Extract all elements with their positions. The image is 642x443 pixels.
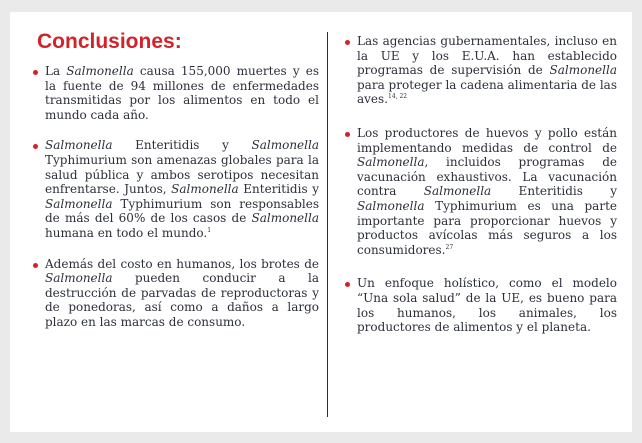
right-bullet-list [345,34,617,335]
left-column [33,64,319,346]
bullet-dot-icon [33,263,38,268]
bullet-text: Las agencias gubernamentales, incluso en la UE y los E.U.A. han establecido programas de supervisión de Salmonella para proteger la cadena alimentaria de las aves.$^{14, 22}$ [357,34,617,107]
column-divider [327,32,328,417]
left-bullet-list [33,64,319,330]
bullet-item [33,257,319,330]
bullet-text: Los productores de huevos y pollo están implementando medidas de control de Salmonella, incluidos programas de vacunación exhaustivos. La vacunación contra Salmonella Enteritidis y Salmonella Typhimurium es una parte importante para proporcionar huevos y productos avícolas más seguros a los consumidores.$^{27}$ [357,125,618,257]
conclusions-card [10,12,632,432]
bullet-item [33,64,319,122]
bullet-text: Además del costo en humanos, los brotes de Salmonella pueden conducir a la destrucción de parvadas de reproductoras y de ponedoras, así como a daños a largo plazo en las marcas de consumo. [45,256,319,329]
bullet-text: Un enfoque holístico, como el modelo “Una sola salud” de la UE, es bueno para los humanos, los animales, los productores de alimentos y el planeta. [357,276,617,335]
bullet-item [33,138,319,240]
section-title: Conclusiones: [37,30,182,53]
bullet-item [345,126,617,257]
right-column [345,34,617,354]
bullet-dot-icon [33,70,38,75]
bullet-item [345,276,617,334]
bullet-text: La Salmonella causa 155,000 muertes y es la fuente de 94 millones de enfermedades transmitidas por los alimentos en todo el mundo cada año. [45,64,320,122]
bullet-dot-icon [345,132,350,137]
bullet-item [345,34,617,107]
bullet-dot-icon [345,282,350,287]
bullet-dot-icon [33,144,38,149]
bullet-dot-icon [345,40,350,45]
bullet-text: Salmonella Enteritidis y Salmonella Typhimurium son amenazas globales para la salud pública y ambos serotipos necesitan enfrentarse. Juntos, Salmonella Enteritidis y Salmonella Typhimurium son responsables de más del 60% de los casos de Salmonella humana en todo el mundo.$^1$ [45,138,320,240]
